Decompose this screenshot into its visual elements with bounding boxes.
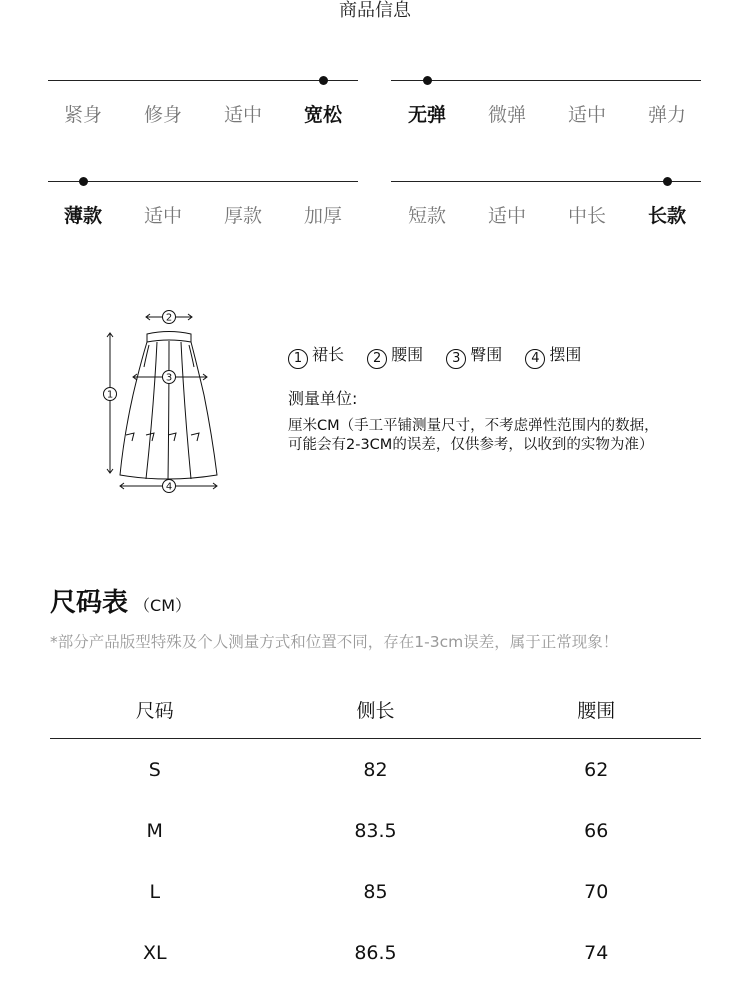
- scale-option-selected: 无弹: [407, 104, 446, 126]
- table-row: [50, 922, 701, 983]
- scale-option: 修身: [143, 104, 182, 126]
- unit-note: [288, 417, 708, 455]
- section-title: 商品信息: [339, 0, 411, 21]
- table-cell: 82: [363, 758, 388, 781]
- legend-item: [367, 342, 423, 369]
- scale-line: [391, 181, 701, 182]
- table-cell: 85: [363, 880, 388, 903]
- legend-item: [288, 342, 344, 369]
- column-header: 侧长: [260, 680, 492, 739]
- size-chart-note: *部分产品版型特殊及个人测量方式和位置不同，存在1-3cm误差，属于正常现象！: [50, 633, 619, 651]
- legend-number: 1: [288, 349, 308, 369]
- table-row: [50, 739, 701, 801]
- table-cell: XL: [142, 941, 167, 964]
- legend-label: 裙长: [312, 345, 345, 364]
- legend-number: 2: [367, 349, 387, 369]
- table-cell: 70: [584, 880, 609, 903]
- legend-label: 摆围: [549, 345, 582, 364]
- table-cell: 74: [584, 941, 609, 964]
- table-cell: 86.5: [354, 941, 397, 964]
- size-chart-unit: （CM）: [134, 596, 191, 615]
- scale-line: [48, 181, 358, 182]
- table-cell: L: [149, 880, 161, 903]
- table-cell: 62: [584, 758, 609, 781]
- unit-note-line: 厘米CM（手工平铺测量尺寸，不考虑弹性范围内的数据，: [288, 418, 659, 434]
- scale-option: 弹力: [647, 104, 686, 126]
- scale-option: 适中: [567, 104, 606, 126]
- scale-line: [48, 80, 358, 81]
- size-chart-title-text: 尺码表: [50, 588, 129, 618]
- scale-option: 微弹: [487, 104, 526, 126]
- table-cell: 83.5: [354, 819, 397, 842]
- scale-option: 短款: [407, 205, 446, 227]
- scale-option: 适中: [223, 104, 262, 126]
- legend-label: 臀围: [470, 345, 503, 364]
- legend-item: [446, 342, 502, 369]
- scale-option: 加厚: [303, 205, 342, 227]
- column-header: 腰围: [491, 680, 701, 739]
- unit-note-line: 可能会有2-3CM的误差，仅供参考，以收到的实物为准）: [288, 437, 654, 453]
- size-chart-title: [50, 582, 191, 619]
- diagram-marker-1: 1: [106, 389, 114, 401]
- scale-option: 适中: [143, 205, 182, 227]
- table-cell: M: [146, 819, 163, 842]
- legend-label: 腰围: [391, 345, 424, 364]
- table-header-row: [50, 680, 701, 739]
- diagram-marker-2: 2: [165, 312, 173, 324]
- table-cell: 66: [584, 819, 609, 842]
- skirt-diagram: [96, 305, 226, 500]
- scale-option: 厚款: [223, 205, 262, 227]
- scale-option-selected: 薄款: [63, 205, 102, 227]
- scale-option: 紧身: [63, 104, 102, 126]
- legend-number: 4: [525, 349, 545, 369]
- scale-indicator: [79, 177, 88, 186]
- table-row: [50, 861, 701, 922]
- legend-item: [525, 342, 581, 369]
- diagram-marker-4: 4: [165, 481, 173, 493]
- size-table: [50, 680, 701, 983]
- scale-option: 中长: [567, 205, 606, 227]
- table-row: [50, 800, 701, 861]
- table-cell: S: [148, 758, 161, 781]
- diagram-marker-3: 3: [165, 372, 173, 384]
- column-header: 尺码: [50, 680, 260, 739]
- scale-indicator: [663, 177, 672, 186]
- scale-option: 适中: [487, 205, 526, 227]
- scale-line: [391, 80, 701, 81]
- scale-indicator: [319, 76, 328, 85]
- legend-number: 3: [446, 349, 466, 369]
- measurement-legend: [288, 342, 599, 369]
- scale-option-selected: 宽松: [303, 104, 342, 126]
- scale-indicator: [423, 76, 432, 85]
- scale-option-selected: 长款: [647, 205, 686, 227]
- unit-title: 测量单位:: [288, 389, 358, 408]
